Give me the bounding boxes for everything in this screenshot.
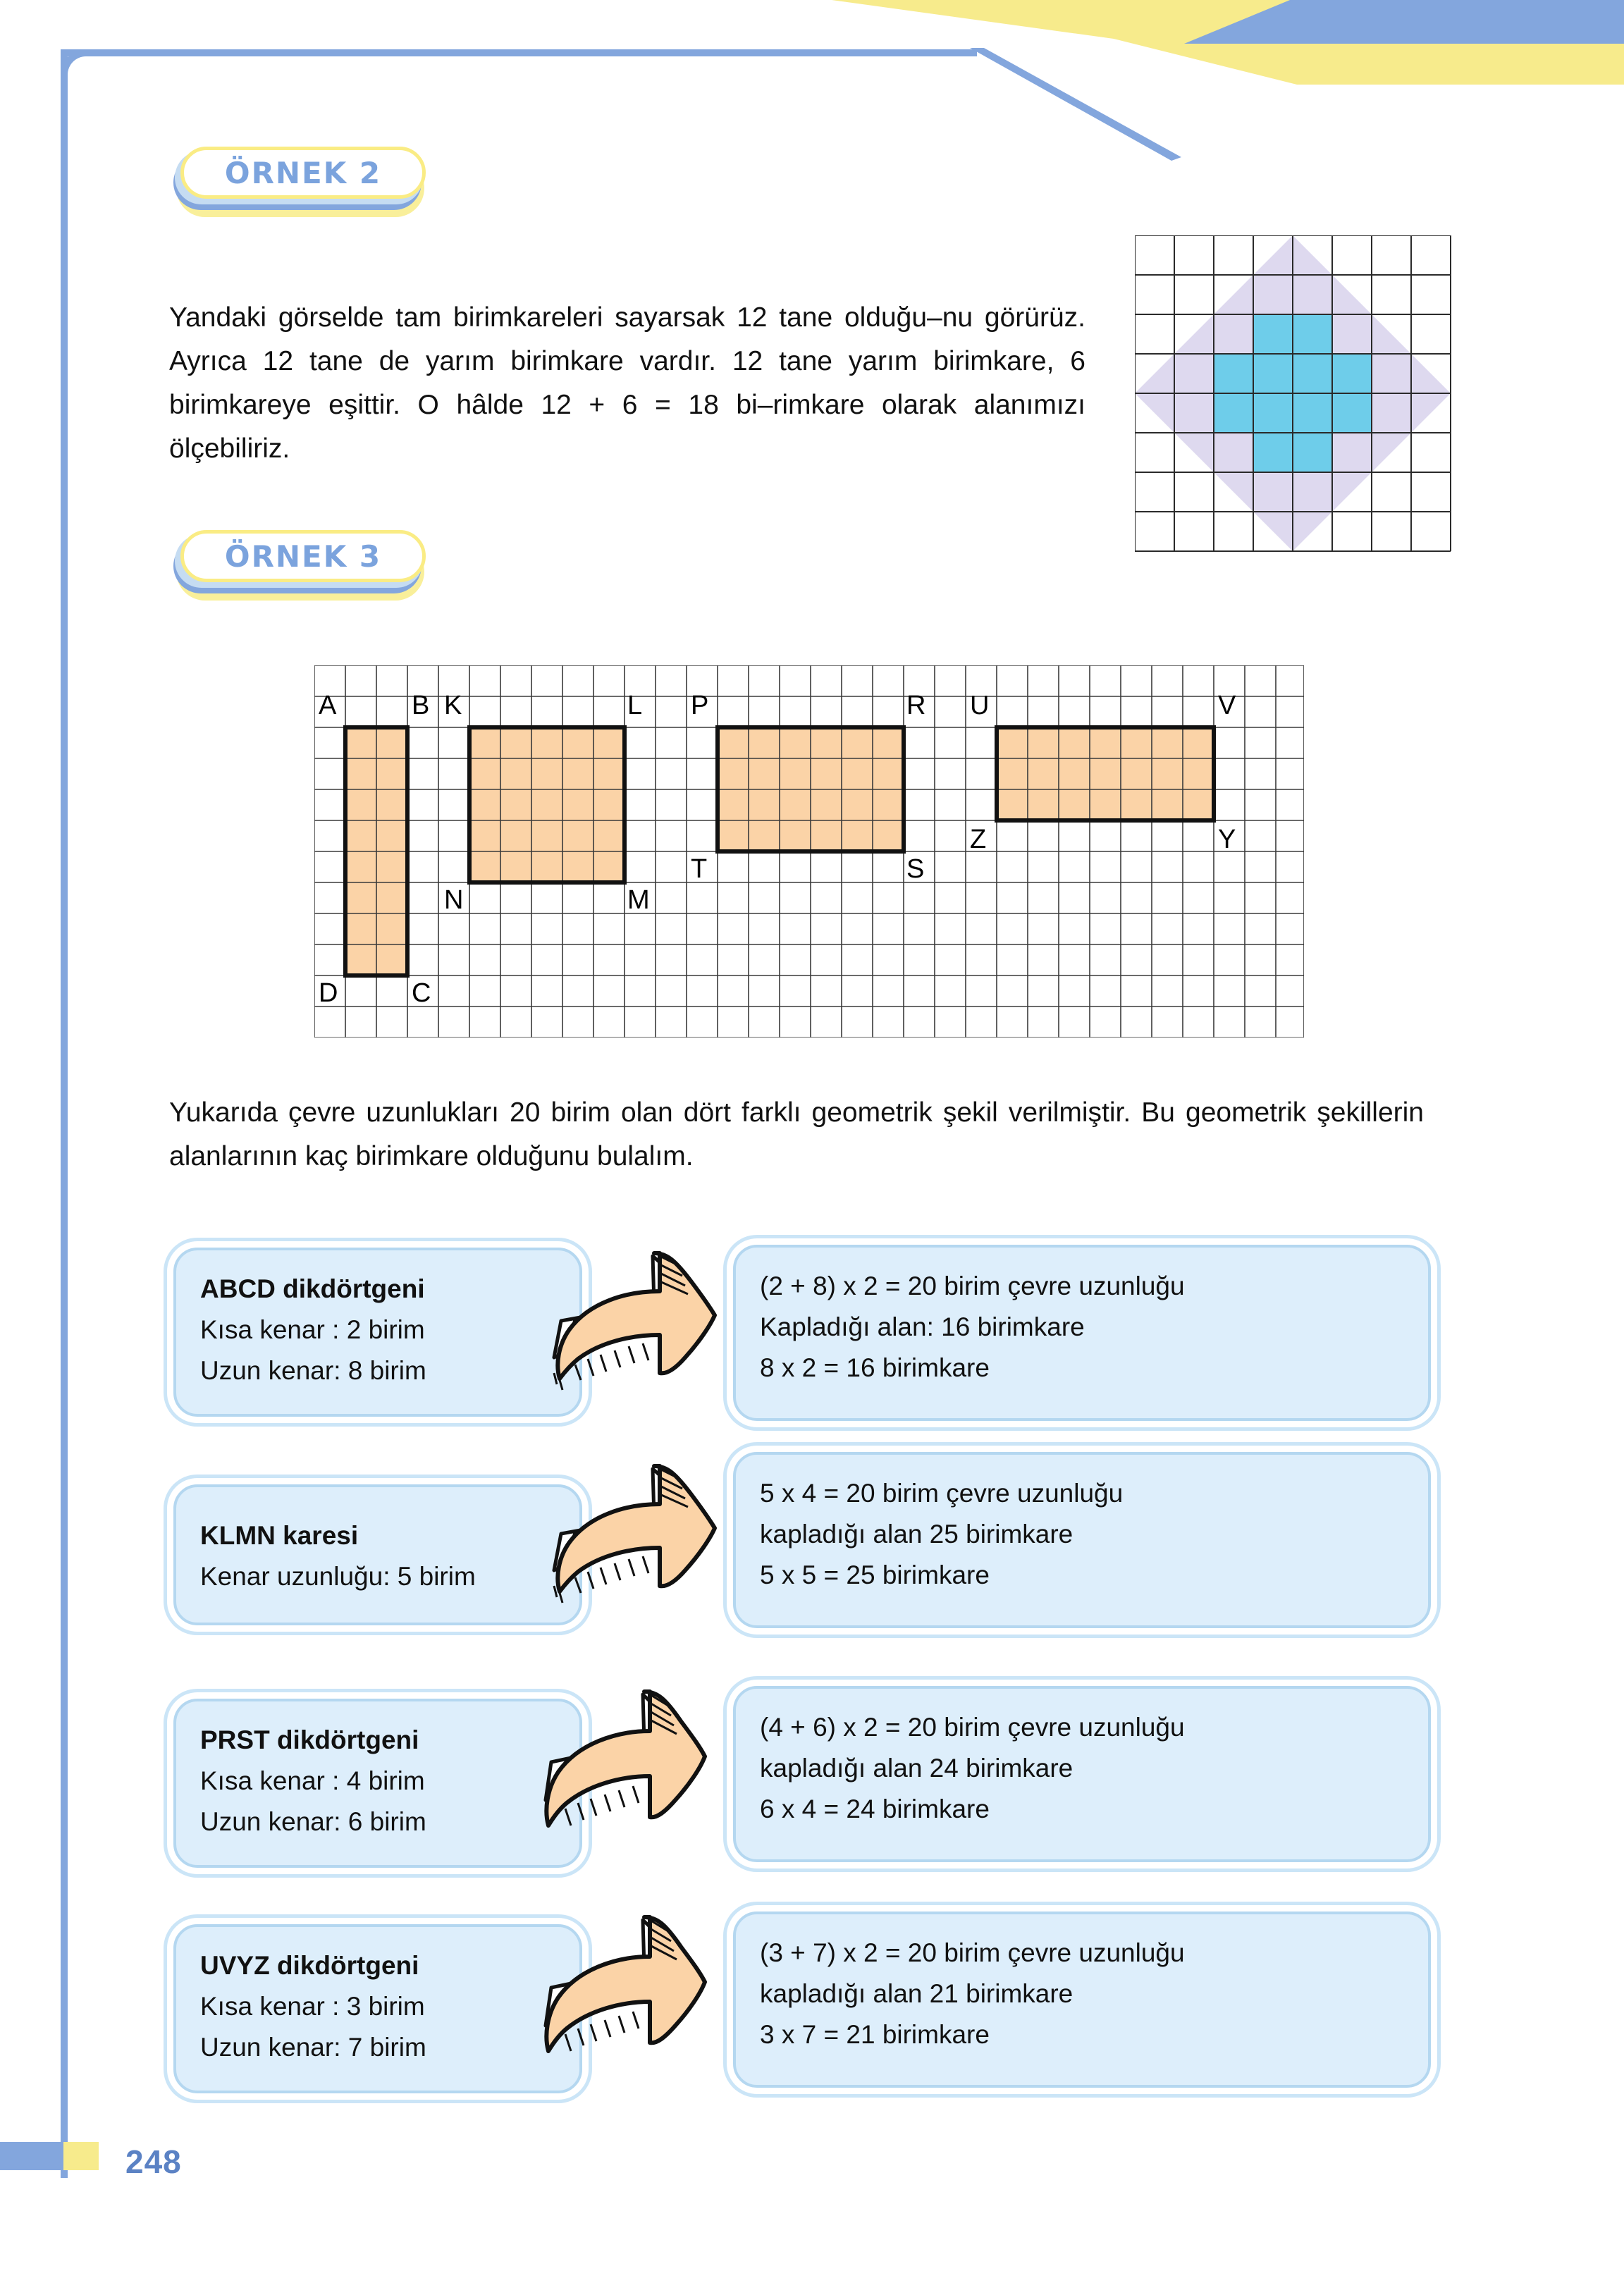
shape-info-line: Kısa kenar : 4 birim bbox=[200, 1766, 425, 1795]
vertex-label-U: U bbox=[970, 691, 990, 720]
arrow-right-svg bbox=[543, 1914, 726, 2091]
rectangles-grid-figure bbox=[314, 665, 1304, 1038]
shape-info-title: KLMN karesi bbox=[200, 1521, 359, 1550]
ornek-3-badge-label: ÖRNEK 3 bbox=[224, 538, 382, 574]
calculation-line: 6 x 4 = 24 birimkare bbox=[760, 1795, 990, 1823]
calculation-line: 5 x 4 = 20 birim çevre uzunluğu bbox=[760, 1479, 1124, 1508]
ornek-2-badge-label: ÖRNEK 2 bbox=[224, 155, 382, 190]
shape-info-line: Uzun kenar: 6 birim bbox=[200, 1807, 426, 1836]
vertex-label-C: C bbox=[412, 978, 431, 1008]
calculation-line: kapladığı alan 21 birimkare bbox=[760, 1979, 1074, 2008]
ornek-3-badge bbox=[173, 530, 427, 601]
decor-top-rule bbox=[61, 49, 977, 56]
calculation-line: (4 + 6) x 2 = 20 birim çevre uzunluğu bbox=[760, 1713, 1185, 1742]
diamond-grid-svg bbox=[1135, 235, 1453, 554]
vertex-label-Z: Z bbox=[970, 825, 987, 854]
vertex-label-K: K bbox=[444, 691, 462, 720]
vertex-label-M: M bbox=[627, 885, 650, 915]
decor-left-rule bbox=[61, 49, 68, 2178]
shape-info-box bbox=[173, 1699, 582, 1868]
arrow-right-svg bbox=[543, 1689, 726, 1865]
vertex-label-R: R bbox=[906, 691, 926, 720]
vertex-label-S: S bbox=[906, 854, 925, 884]
footer-bar-blue bbox=[0, 2142, 63, 2170]
calculation-line: 5 x 5 = 25 birimkare bbox=[760, 1560, 990, 1589]
calculation-line: (3 + 7) x 2 = 20 birim çevre uzunluğu bbox=[760, 1938, 1185, 1967]
shape-info-box bbox=[173, 1484, 582, 1625]
calculation-box bbox=[733, 1912, 1431, 2088]
unit-square-grid-diamond bbox=[1135, 235, 1453, 554]
vertex-label-D: D bbox=[319, 978, 338, 1008]
vertex-label-B: B bbox=[412, 691, 430, 720]
shape-info-line: Kısa kenar : 3 birim bbox=[200, 1992, 425, 2021]
vertex-label-P: P bbox=[691, 691, 709, 720]
example-3-paragraph: Yukarıda çevre uzunlukları 20 birim olan dört farklı geometrik şekil verilmiştir. Bu geometrik şekillerin alanlarının kaç birimkare olduğunu bulalım. bbox=[169, 1097, 1424, 1171]
arrow-right-icon bbox=[543, 1914, 726, 2094]
rectangles-grid-svg bbox=[314, 665, 1304, 1038]
vertex-label-L: L bbox=[627, 691, 643, 720]
footer-bar-yellow bbox=[63, 2142, 99, 2170]
page-number: 248 bbox=[125, 2143, 182, 2180]
vertex-label-A: A bbox=[319, 691, 337, 720]
arrow-right-icon bbox=[543, 1689, 726, 1869]
arrow-right-icon bbox=[551, 1249, 734, 1415]
calculation-line: 3 x 7 = 21 birimkare bbox=[760, 2020, 990, 2049]
calculation-box bbox=[733, 1245, 1431, 1421]
calculation-box bbox=[733, 1452, 1431, 1628]
shape-info-line: Kenar uzunluğu: 5 birim bbox=[200, 1562, 476, 1591]
shape-info-title: ABCD dikdörtgeni bbox=[200, 1274, 425, 1303]
badge-face bbox=[180, 147, 426, 199]
shape-info-box bbox=[173, 1248, 582, 1417]
shape-info-line: Kısa kenar : 2 birim bbox=[200, 1315, 425, 1344]
calculation-line: Kapladığı alan: 16 birimkare bbox=[760, 1312, 1085, 1341]
vertex-label-T: T bbox=[691, 854, 708, 884]
shape-info-line: Uzun kenar: 7 birim bbox=[200, 2033, 426, 2062]
shape-info-box bbox=[173, 1924, 582, 2093]
shape-info-title: PRST dikdörtgeni bbox=[200, 1725, 419, 1754]
calculation-line: kapladığı alan 24 birimkare bbox=[760, 1754, 1074, 1783]
example-2-paragraph: Yandaki görselde tam birimkareleri sayarsak 12 tane olduğu–nu görürüz. Ayrıca 12 tane de yarım birimkare vardır. 12 tane yarım birimkare, 6 birimkareye eşittir. O hâlde 12 + 6 = 18 bi–rimkare olarak alanımızı ölçebiliriz. bbox=[169, 302, 1085, 464]
shape-info-line: Uzun kenar: 8 birim bbox=[200, 1356, 426, 1385]
badge-face bbox=[180, 530, 426, 582]
decor-top-rule-diagonal bbox=[970, 48, 1181, 161]
calculation-box bbox=[733, 1686, 1431, 1862]
vertex-label-Y: Y bbox=[1218, 825, 1236, 854]
calculation-line: 8 x 2 = 16 birimkare bbox=[760, 1353, 990, 1382]
vertex-label-V: V bbox=[1218, 691, 1236, 720]
arrow-right-svg bbox=[551, 1462, 734, 1624]
shape-info-title: UVYZ dikdörtgeni bbox=[200, 1951, 419, 1980]
calculation-line: (2 + 8) x 2 = 20 birim çevre uzunluğu bbox=[760, 1272, 1185, 1300]
vertex-label-N: N bbox=[444, 885, 464, 915]
ornek-2-badge bbox=[173, 147, 427, 217]
calculation-line: kapladığı alan 25 birimkare bbox=[760, 1520, 1074, 1549]
arrow-right-icon bbox=[551, 1462, 734, 1627]
arrow-right-svg bbox=[551, 1249, 734, 1411]
